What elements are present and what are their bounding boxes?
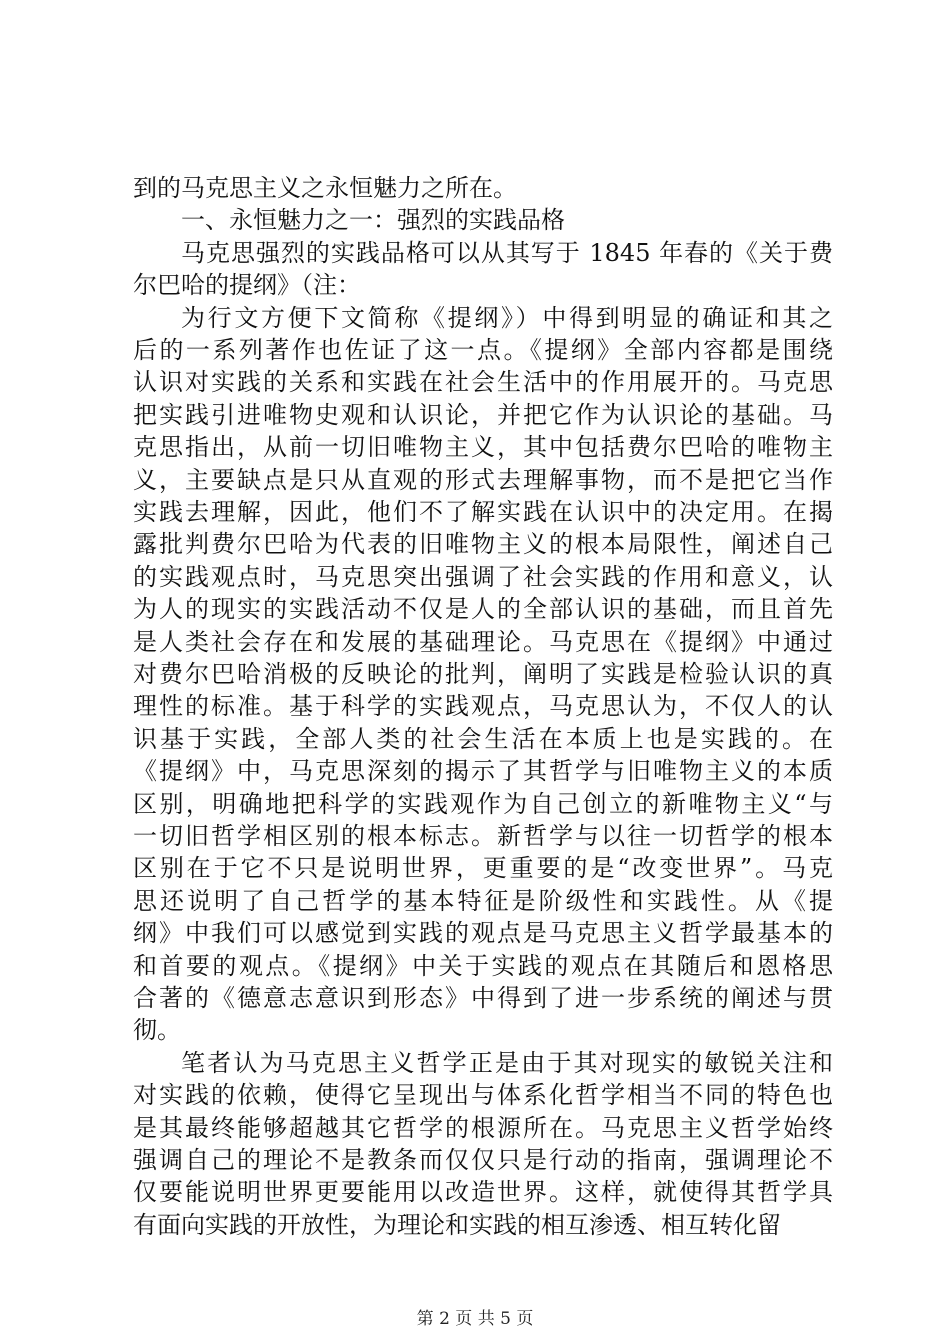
text-line: 把实践引进唯物史观和认识论，并把它作为认识论的基础。马 xyxy=(133,400,833,429)
text-line: 克思指出，从前一切旧唯物主义，其中包括费尔巴哈的唯物主 xyxy=(133,433,833,462)
text-line: 对实践的依赖，使得它呈现出与体系化哲学相当不同的特色也 xyxy=(133,1081,833,1110)
text-line: 思还说明了自己哲学的基本特征是阶级性和实践性。从《提 xyxy=(133,886,833,915)
text-line: 到的马克思主义之永恒魅力之所在。 xyxy=(133,174,517,202)
text-line: 笔者认为马克思主义哲学正是由于其对现实的敏锐关注和 xyxy=(181,1048,833,1077)
text-line: 露批判费尔巴哈为代表的旧唯物主义的根本局限性，阐述自己 xyxy=(133,530,833,559)
text-line: 合著的《德意志意识到形态》中得到了进一步系统的阐述与贯 xyxy=(133,984,833,1012)
text-line: 和首要的观点。《提纲》中关于实践的观点在其随后和恩格思 xyxy=(133,951,833,980)
text-line: 彻。 xyxy=(133,1016,181,1045)
text-line: 区别在于它不只是说明世界，更重要的是“改变世界”。马克 xyxy=(133,854,833,883)
text-line: 为人的现实的实践活动不仅是人的全部认识的基础，而且首先 xyxy=(133,595,833,624)
text-line: 区别，明确地把科学的实践观作为自己创立的新唯物主义“与 xyxy=(133,789,833,818)
text-line: 纲》中我们可以感觉到实践的观点是马克思主义哲学最基本的 xyxy=(133,919,833,948)
text-line: 的实践观点时，马克思突出强调了社会实践的作用和意义，认 xyxy=(133,562,833,591)
page-footer: 第 2 页 共 5 页 xyxy=(416,1309,534,1329)
text-line: 义，主要缺点是只从直观的形式去理解事物，而不是把它当作 xyxy=(133,465,833,494)
text-line: 是其最终能够超越其它哲学的根源所在。马克思主义哲学始终 xyxy=(133,1113,833,1142)
text-line: 识基于实践，全部人类的社会生活在本质上也是实践的。在 xyxy=(133,724,833,753)
text-line: 马克思强烈的实践品格可以从其写于 1845 年春的《关于费 xyxy=(181,238,833,267)
text-line: 一、永恒魅力之一：强烈的实践品格 xyxy=(181,206,565,235)
text-line: 实践去理解，因此，他们不了解实践在认识中的决定用。在揭 xyxy=(133,498,833,526)
text-line: 《提纲》中，马克思深刻的揭示了其哲学与旧唯物主义的本质 xyxy=(133,757,833,786)
text-line: 强调自己的理论不是教条而仅仅只是行动的指南，强调理论不 xyxy=(133,1146,833,1174)
text-line: 为行文方便下文简称《提纲》）中得到明显的确证和其之 xyxy=(181,303,833,332)
text-line: 有面向实践的开放性，为理论和实践的相互渗透、相互转化留 xyxy=(133,1210,781,1239)
text-line: 后的一系列著作也佐证了这一点。《提纲》全部内容都是围绕 xyxy=(133,336,833,364)
text-line: 认识对实践的关系和实践在社会生活中的作用展开的。马克思 xyxy=(133,368,833,397)
text-line: 对费尔巴哈消极的反映论的批判，阐明了实践是检验认识的真 xyxy=(133,660,833,688)
text-line: 理性的标准。基于科学的实践观点，马克思认为，不仅人的认 xyxy=(133,692,833,721)
text-line: 尔巴哈的提纲》（注： xyxy=(133,271,361,300)
text-line: 是人类社会存在和发展的基础理论。马克思在《提纲》中通过 xyxy=(133,627,833,656)
text-line: 一切旧哲学相区别的根本标志。新哲学与以往一切哲学的根本 xyxy=(133,822,833,850)
text-line: 仅要能说明世界更要能用以改造世界。这样，就使得其哲学具 xyxy=(133,1178,833,1207)
